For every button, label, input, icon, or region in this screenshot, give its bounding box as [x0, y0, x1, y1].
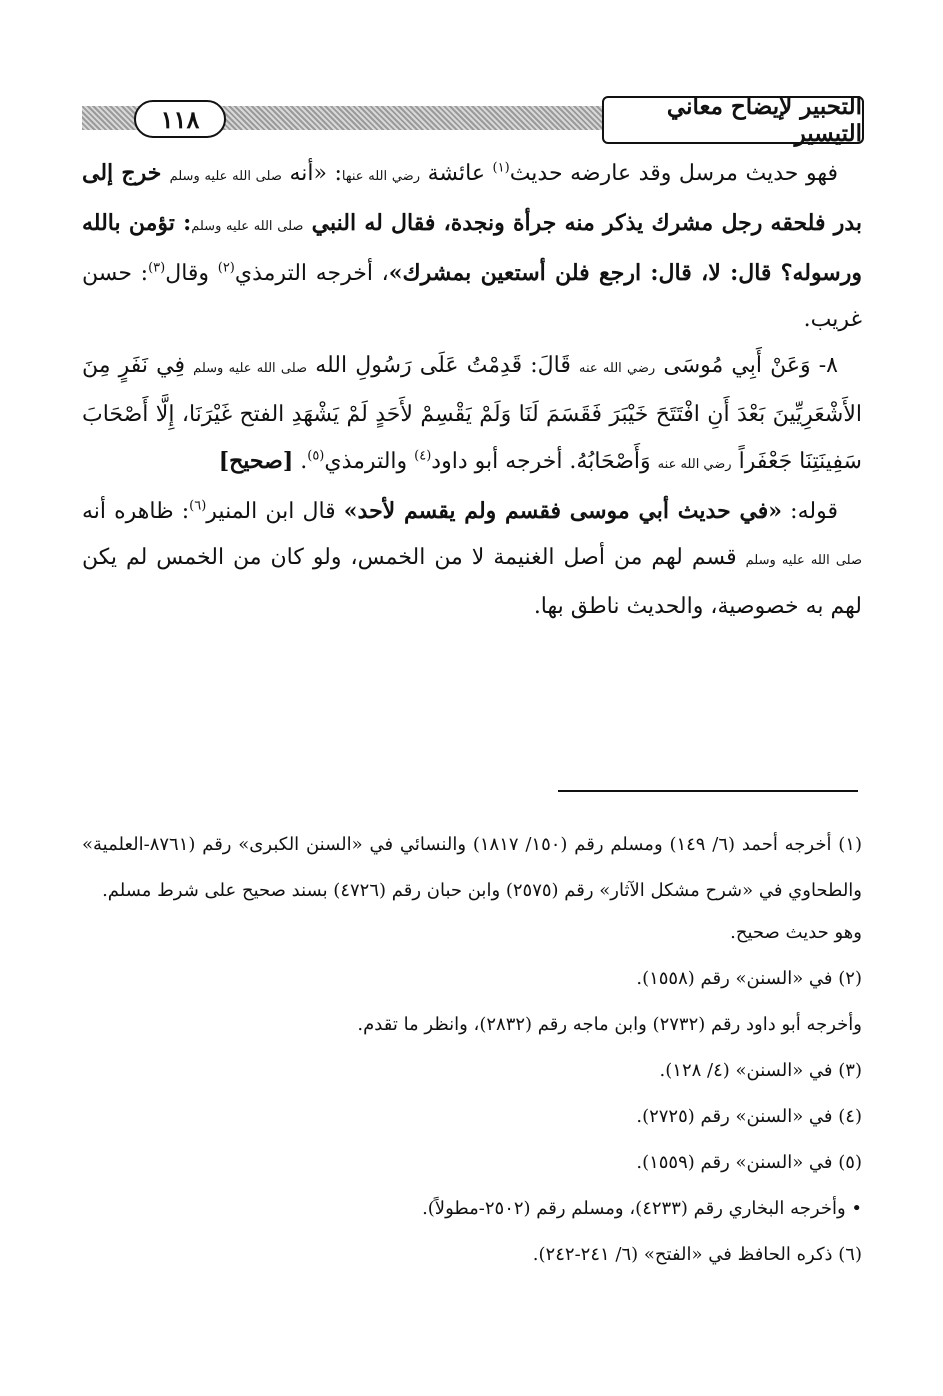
footnote-ref[interactable]: (٢): [217, 260, 235, 276]
footnote-4: (٤) في «السنن» رقم (٢٧٢٥).: [636, 1106, 862, 1127]
quoted-text: «في حديث أبي موسى فقسم ولم يقسم لأحد»: [343, 498, 783, 524]
text: وَأَصْحَابُهُ. أخرجه أبو داود: [431, 449, 658, 474]
text: : حسن غريب.: [82, 261, 862, 332]
text: : ظاهره أنه: [82, 499, 190, 524]
footnote-ref[interactable]: (١): [492, 160, 510, 176]
text: عائشة: [420, 161, 493, 186]
paragraph-3: [82, 488, 862, 630]
text: : «أنه: [281, 161, 342, 186]
text: فهو حديث مرسل وقد عارضه حديث: [509, 161, 838, 186]
footnote-2-note: وأخرجه أبو داود رقم (٢٧٣٢) وابن ماجه رقم (٢٨٣٢)، وانظر ما تقدم.: [357, 1014, 862, 1035]
honorific: رضي الله عنها: [341, 169, 420, 184]
footnote-ref[interactable]: (٥): [307, 448, 325, 464]
text: قَالَ: قَدِمْتُ عَلَى رَسُولِ الله: [307, 353, 580, 378]
hadith-text: : تؤمن بالله ورسوله؟ قال: لا، قال: ارجع فلن أستعين بمشرك»: [82, 210, 862, 286]
text: قال ابن المنير: [206, 499, 344, 524]
page-header: [82, 93, 864, 147]
text: .: [293, 449, 308, 474]
footnote-ref[interactable]: (٤): [414, 448, 432, 464]
honorific: صلى الله عليه وسلم: [745, 553, 863, 568]
footnote-separator: [558, 790, 858, 792]
footnote-ref[interactable]: (٣): [148, 260, 166, 276]
honorific: رضي الله عنه: [579, 361, 656, 376]
honorific: صلى الله عليه وسلم: [191, 219, 304, 234]
text: ٨- وَعَنْ أَبِي مُوسَى: [655, 353, 838, 378]
page-number: ١١٨: [134, 100, 226, 138]
paragraph-2: [82, 343, 862, 488]
honorific: صلى الله عليه وسلم: [193, 361, 308, 376]
footnote-5: (٥) في «السنن» رقم (١٥٥٩).: [636, 1152, 862, 1173]
footnote-ref[interactable]: (٦): [189, 498, 207, 514]
footnote-5-note: • وأخرجه البخاري رقم (٤٢٣٣)، ومسلم رقم (٢٥٠٢-مطولاً).: [422, 1198, 862, 1219]
footnote-6: (٦) ذكره الحافظ في «الفتح» (٦/ ٢٤١-٢٤٢).: [532, 1244, 862, 1265]
honorific: رضي الله عنه: [657, 457, 732, 472]
footnote-1-note: وهو حديث صحيح.: [730, 922, 862, 943]
main-text: [82, 150, 862, 630]
book-title: التحبير لإيضاح معاني التيسير: [602, 96, 864, 144]
text: والترمذي: [324, 449, 415, 474]
text: وقال: [165, 261, 218, 286]
footnote-1: (١) أخرجه أحمد (٦/ ١٤٩) ومسلم رقم (١٥٠/ ١٨١٧) والنسائي في «السنن الكبرى» رقم (٨٧٦١-العلمية» والطحاوي في «شرح مشكل الآثار» رقم (٢٥٧٥) وابن حبان رقم (٤٧٢٦) بسند صحيح على شرط مسلم.: [82, 834, 862, 901]
footnotes: [82, 822, 862, 1288]
text: قسم لهم من أصل الغنيمة لا من الخمس، ولو كان من الخمس لم يكن لهم به خصوصية، والحديث ناطق بها.: [82, 545, 862, 619]
paragraph-1: [82, 150, 862, 343]
text: قوله:: [782, 499, 838, 524]
hadith-grade: [صحيح]: [218, 448, 294, 474]
footnote-3: (٣) في «السنن» (٤/ ١٢٨).: [659, 1060, 862, 1081]
text: ، أخرجه الترمذي: [234, 261, 389, 286]
footnote-2: (٢) في «السنن» رقم (١٥٥٨).: [636, 968, 862, 989]
honorific: صلى الله عليه وسلم: [169, 169, 282, 184]
text: فِي نَفَرٍ مِنَ الأَشْعَرِيِّينَ بَعْدَ أَنِ افْتَتَحَ خَيْبَرَ فَقَسَمَ لَنَا وَلَمْ يَقْسِمْ لأَحَدٍ لَمْ يَشْهَدِ الفتح غَيْرَنَا، إِلَّا أَصْحَابَ سَفِينَتِنَا جَعْفَراً: [82, 353, 862, 474]
hadith-text: خرج إلى بدر فلحقه رجل مشرك يذكر منه جرأة ونجدة، فقال له النبي: [82, 160, 862, 236]
